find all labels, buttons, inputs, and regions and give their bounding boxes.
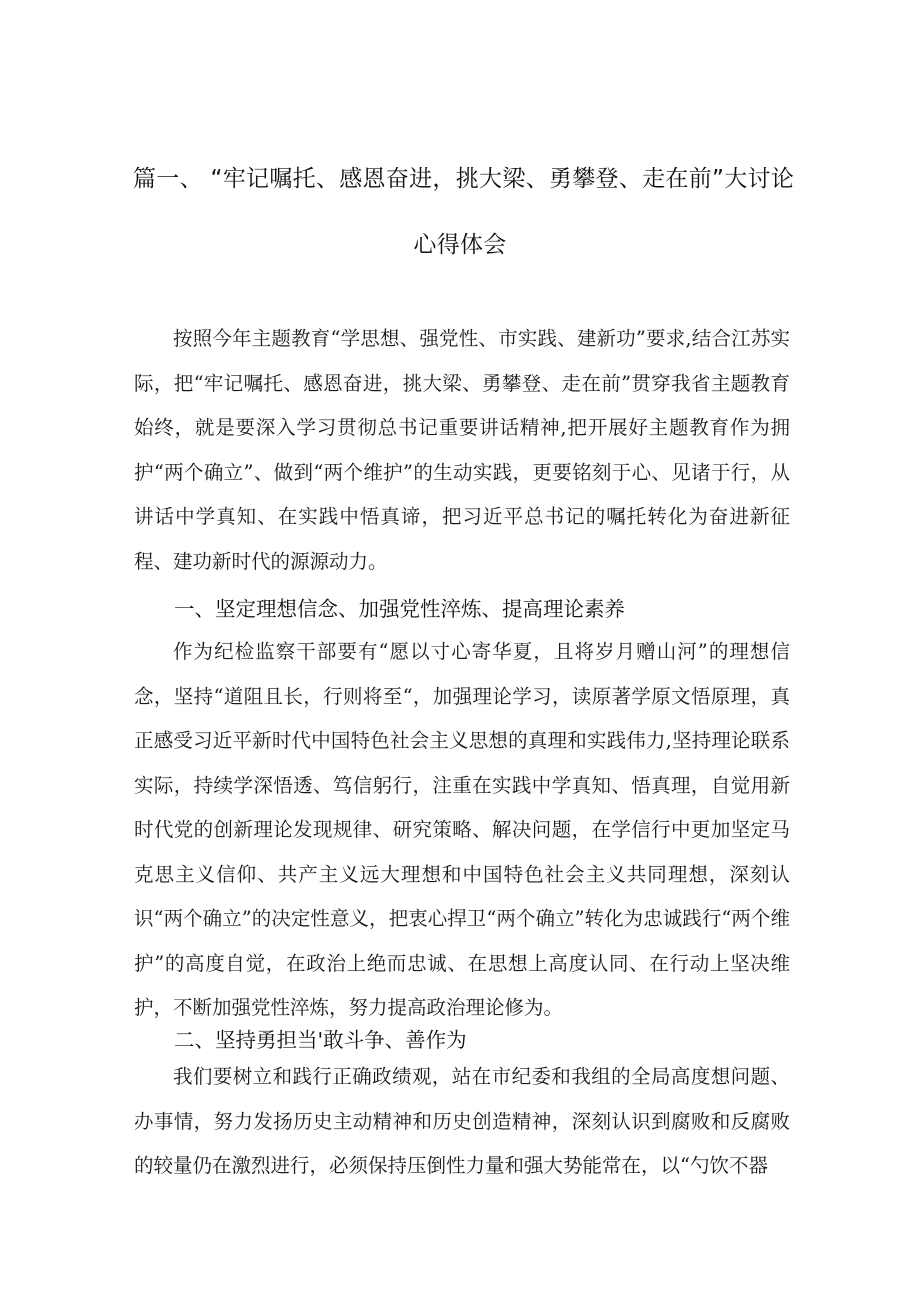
- paragraph-intro-block: [134, 317, 790, 584]
- paragraph-section-1: 作为纪检监察干部要有“愿以寸心寄华夏，且将岁月赠山河”的理想信念，坚持“道阻且长，行则将至“，加强理论学习，读原著学原文悟原理，真正感受习近平新时代中国特色社会主义思想的真理和实践伟力,坚持理论联系实际，持续学深悟透、笃信躬行，注重在实践中学真知、悟真理，自觉用新时代党的创新理论发现规律、研究策略、解决问题，在学信行中更加坚定马克思主义信仰、共产主义远大理想和中国特色社会主义共同理想，深刻认识“两个确立”的决定性意义，把衷心捍卫“两个确立”转化为忠诚践行“两个维护”的高度自觉，在政治上绝而忠诚、在思想上高度认同、在行动上坚决维护，不断加强党性淬炼，努力提高政治理论修为。: [134, 640, 790, 1019]
- section-heading-1: 一、坚定理想信念、加强党性淬炼、提高理论素养: [174, 597, 625, 621]
- paragraph-intro: 按照今年主题教育“学思想、强党性、市实践、建新功”要求,结合江苏实际，把“牢记嘱托、感恩奋进，挑大梁、勇攀登、走在前”贯穿我省主题教育始终，就是要深入学习贯彻总书记重要讲话精神,把开展好主题教育作为拥护“两个确立”、做到“两个维护”的生动实践，更要铭刻于心、见诸于行，从讲话中学真知、在实践中悟真谛，把习近平总书记的嘱托转化为奋进新征程、建功新时代的源源动力。: [134, 327, 790, 573]
- document-title-line-2: 心得体会: [413, 232, 507, 258]
- document-title-line-1: 篇一、 “牢记嘱托、感恩奋进，挑大梁、勇攀登、走在前”大讨论: [133, 166, 795, 192]
- paragraph-section-2-block: [134, 1055, 790, 1189]
- paragraph-section-1-block: [134, 630, 790, 1031]
- section-heading-2: 二、坚持勇担当'敢斗争、善作为: [174, 1028, 467, 1052]
- paragraph-section-2: 我们要树立和践行正确政绩观，站在市纪委和我组的全局高度想问题、办事情，努力发扬历史主动精神和历史创造精神，深刻认识到腐败和反腐败的较量仍在激烈进行，必须保持压倒性力量和强大势能常在，以“勺饮不器: [134, 1065, 790, 1177]
